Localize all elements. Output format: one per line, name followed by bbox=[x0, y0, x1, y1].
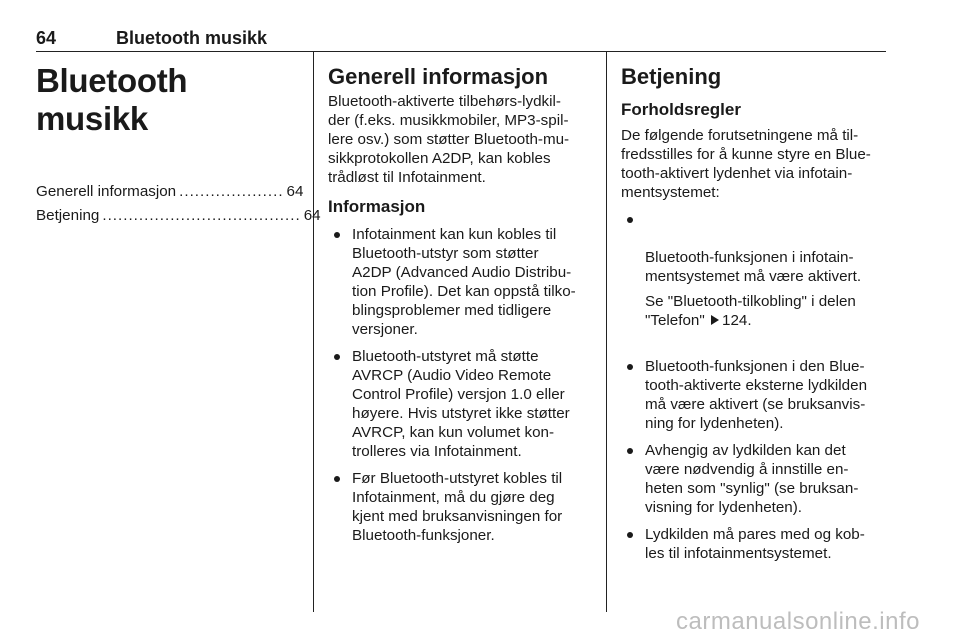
running-title: Bluetooth musikk bbox=[116, 28, 268, 48]
list-item-text: Bluetooth-funksjonen i infotain- mentsystemet må være aktivert. bbox=[645, 249, 862, 285]
bullet-list bbox=[621, 210, 887, 563]
toc-page: 64 bbox=[286, 183, 304, 200]
toc-leader-dots: .................... bbox=[179, 183, 284, 200]
cross-reference-page[interactable]: 124. bbox=[722, 312, 752, 329]
bullet-icon bbox=[334, 232, 340, 238]
toc-leader-dots: ...................................... bbox=[102, 207, 301, 224]
list-item-text: Bluetooth-utstyret må støtte AVRCP (Audio Video Remote Control Profile) versjon 1.0 eller høyere. Hvis utstyret ikke støtter AVRCP, kan kun volumet kon- trolleres via Infotainment. bbox=[352, 348, 570, 460]
toc-page: 64 bbox=[303, 207, 321, 224]
bullet-icon bbox=[627, 532, 633, 538]
column-3 bbox=[621, 62, 887, 571]
list-item bbox=[328, 225, 592, 339]
list-item bbox=[621, 210, 887, 349]
list-item-text: Infotainment kan kun kobles til Bluetooth-utstyr som støtter A2DP (Advanced Audio Distribu- tion Profile). Det kan oppstå tilko- blingsproblemer med tidligere versjoner. bbox=[352, 226, 576, 338]
header-rule bbox=[36, 51, 886, 52]
list-item bbox=[328, 347, 592, 461]
chapter-title: Bluetooth musikk bbox=[36, 62, 188, 137]
list-item bbox=[621, 357, 887, 433]
page-number: 64 bbox=[36, 28, 57, 48]
cross-reference-text: Se "Bluetooth-tilkobling" i delen "Telefon" bbox=[645, 293, 856, 329]
bullet-icon bbox=[334, 476, 340, 482]
column-divider-1 bbox=[313, 52, 314, 612]
bullet-icon bbox=[627, 364, 633, 370]
list-item bbox=[621, 525, 887, 563]
list-item-text: Før Bluetooth-utstyret kobles til Infotainment, må du gjøre deg kjent med bruksanvisningen for Bluetooth-funksjoner. bbox=[352, 470, 563, 544]
toc-label: Betjening bbox=[36, 207, 100, 224]
page-header bbox=[36, 28, 886, 50]
intro-paragraph: De følgende forutsetningene må til- fredsstilles for å kunne styre en Blue- tooth-aktivert lydenhet via infotain- mentsystemet: bbox=[621, 127, 871, 201]
column-2 bbox=[328, 62, 592, 553]
intro-paragraph: Bluetooth-aktiverte tilbehørs-lydkil- der (f.eks. musikkmobiler, MP3-spil- lere osv.) som støtter Bluetooth-mu- sikkprotokollen A2DP, kan kobles trådløst til Infotainment. bbox=[328, 93, 570, 186]
watermark: carmanualsonline.info bbox=[676, 608, 920, 635]
list-item-text: Bluetooth-funksjonen i den Blue- tooth-aktiverte eksterne lydkilden må være aktivert (se bruksanvis- ning for lydenheten). bbox=[645, 358, 868, 432]
section-heading-betjening: Betjening bbox=[621, 64, 722, 89]
toc-item-generell-informasjon[interactable] bbox=[36, 180, 304, 204]
bullet-icon bbox=[334, 354, 340, 360]
page-reference-arrow-icon bbox=[711, 315, 719, 325]
toc-label: Generell informasjon bbox=[36, 183, 177, 200]
column-1 bbox=[36, 62, 321, 228]
list-item bbox=[328, 469, 592, 545]
bullet-icon bbox=[627, 217, 633, 223]
cross-reference bbox=[645, 292, 887, 330]
bullet-icon bbox=[627, 448, 633, 454]
toc-item-betjening[interactable] bbox=[36, 204, 321, 228]
column-divider-2 bbox=[606, 52, 607, 612]
section-heading-generell-informasjon: Generell informasjon bbox=[328, 64, 549, 89]
subheading-forholdsregler: Forholdsregler bbox=[621, 100, 741, 119]
list-item bbox=[621, 441, 887, 517]
subheading-informasjon: Informasjon bbox=[328, 197, 426, 216]
list-item-text: Lydkilden må pares med og kob- les til infotainmentsystemet. bbox=[645, 526, 865, 562]
table-of-contents bbox=[36, 180, 321, 228]
bullet-list bbox=[328, 225, 592, 545]
list-item-text: Avhengig av lydkilden kan det være nødvendig å innstille en- heten som "synlig" (se bruksan- visning for lydenheten). bbox=[645, 442, 859, 516]
